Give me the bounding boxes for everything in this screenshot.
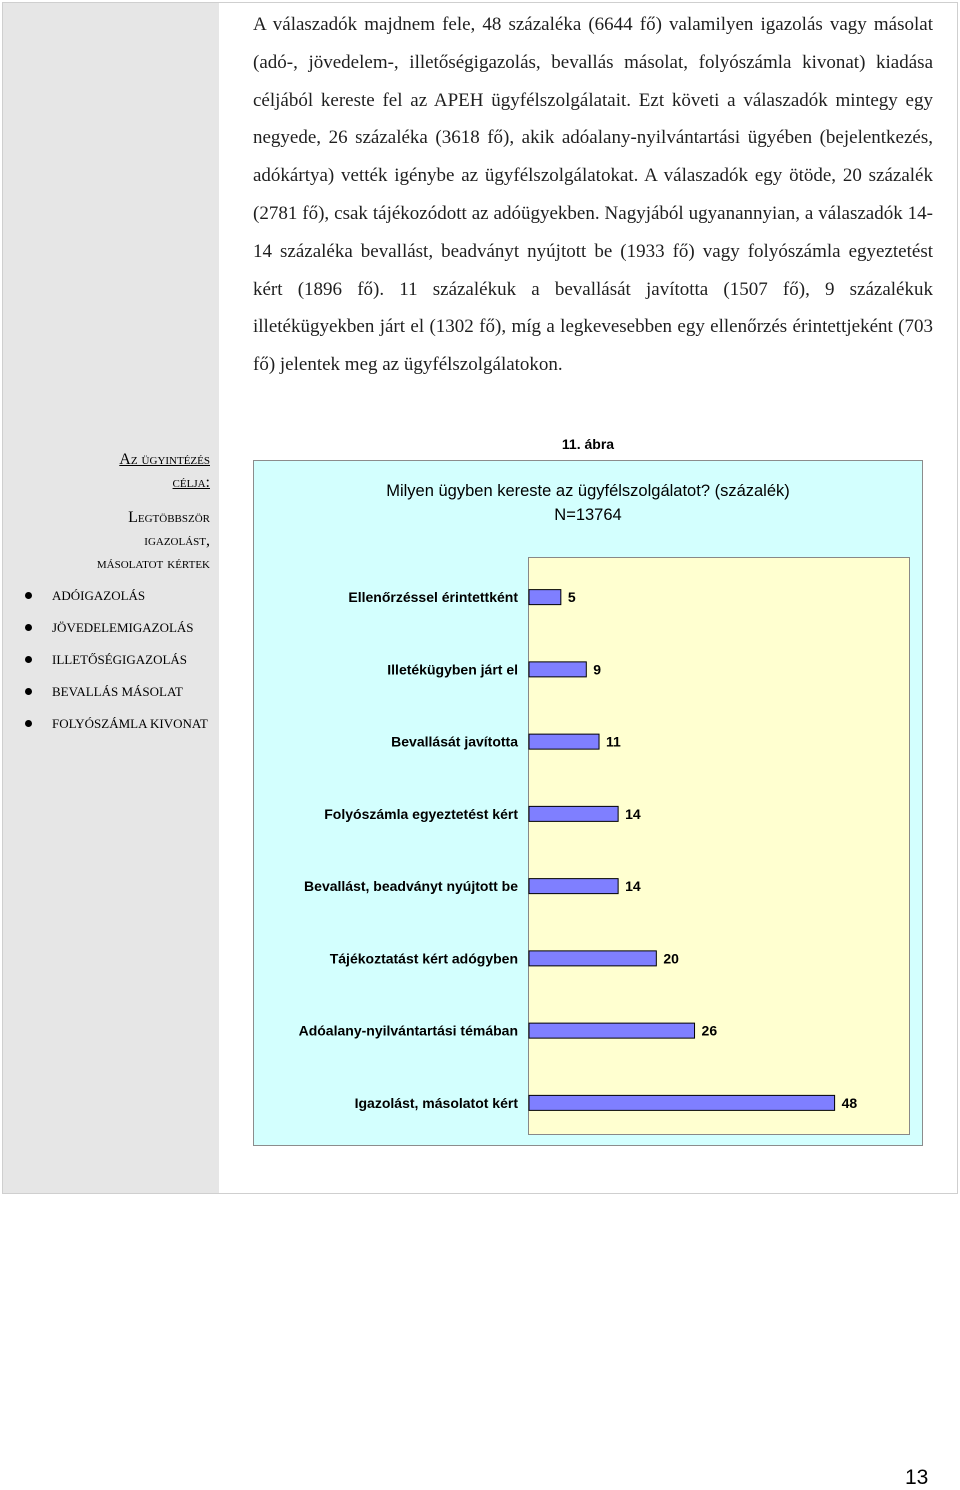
bullet-icon — [25, 624, 32, 631]
sidebar-sub-line3: másolatot kértek — [96, 555, 210, 572]
category-label: Tájékoztatást kért adógyben — [329, 950, 518, 967]
bullet-icon — [25, 720, 32, 727]
category-label: Igazolást, másolatot kért — [354, 1094, 518, 1111]
sidebar-heading-line1: Az ügyintézés — [119, 451, 210, 468]
list-item — [22, 682, 212, 701]
page-number: 13 — [905, 1466, 929, 1489]
list-item — [22, 618, 212, 637]
list-item — [22, 650, 212, 669]
value-label: 26 — [701, 1022, 718, 1039]
list-item — [22, 714, 212, 733]
chart-subtitle: N=13764 — [554, 506, 622, 524]
chart-title: Milyen ügyben kereste az ügyfélszolgálatot? (százalék) — [386, 482, 790, 500]
category-label: Ellenőrzéssel érintettként — [348, 589, 518, 606]
bar — [529, 1095, 835, 1110]
category-label: Illetékügyben járt el — [387, 661, 518, 678]
sidebar-sub-line1: Legtöbbször — [128, 509, 210, 526]
list-item-label: JÖVEDELEMIGAZOLÁS — [52, 620, 194, 635]
chart — [253, 460, 923, 1146]
bar — [529, 734, 599, 749]
bar — [529, 590, 561, 605]
sidebar-subheading — [10, 506, 210, 575]
sidebar-heading-line2: célja: — [172, 474, 210, 491]
chart-svg — [254, 461, 924, 1147]
sidebar-sub-line2: igazolást, — [144, 532, 210, 549]
value-label: 9 — [593, 661, 602, 678]
value-label: 11 — [606, 733, 621, 750]
category-label: Bevallást, beadványt nyújtott be — [304, 878, 518, 895]
body-paragraph: A válaszadók majdnem fele, 48 százaléka (6644 fő) valamilyen igazolás vagy másolat (adó-, jövedelem-, illetőségigazolás, bevallás másolat, folyószámla kivonat) kiadása céljából kereste fel az APEH ügyfélszolgálatait. Ezt követi a válaszadók mintegy egy negyede, 26 százaléka (3618 fő), akik adóalany-nyilvántartási ügyében (bejelentkezés, adókártya) vették igénybe az ügyfélszolgálatokat. A válaszadók egy ötöde, 20 százalék (2781 fő), csak tájékozódott az adóügyekben. Nagyjából ugyanannyian, a válaszadók 14-14 százaléka bevallást, beadványt nyújtott be (1933 fő) vagy folyószámla egyeztetést kért (1896 fő). 11 százalékuk a bevallását javította (1507 fő), 9 százalékuk illetékügyekben járt el (1302 fő), míg a legkevesebben egy ellenőrzés érintettjeként (703 fő) jelentek meg az ügyfélszolgálatokon. — [253, 14, 933, 376]
list-item — [22, 586, 212, 605]
bar — [529, 951, 656, 966]
bullet-icon — [25, 688, 32, 695]
sidebar-list — [22, 586, 212, 746]
value-label: 48 — [841, 1094, 858, 1111]
bar — [529, 879, 618, 894]
value-label: 14 — [625, 805, 641, 822]
list-item-label: FOLYÓSZÁMLA KIVONAT — [52, 716, 208, 731]
list-item-label: ADÓIGAZOLÁS — [52, 588, 146, 603]
category-label: Adóalany-nyilvántartási témában — [298, 1022, 518, 1039]
category-label: Bevallását javította — [391, 733, 518, 750]
figure-label: 11. ábra — [561, 436, 615, 452]
bar — [529, 1023, 695, 1038]
value-label: 20 — [663, 950, 679, 967]
category-label: Folyószámla egyeztetést kért — [324, 805, 518, 822]
bullet-icon — [25, 656, 32, 663]
list-item-label: BEVALLÁS MÁSOLAT — [52, 684, 183, 699]
sidebar-heading — [10, 448, 210, 494]
value-label: 5 — [567, 589, 576, 606]
list-item-label: ILLETŐSÉGIGAZOLÁS — [52, 652, 188, 667]
bar — [529, 806, 618, 821]
bullet-icon — [25, 592, 32, 599]
value-label: 14 — [625, 878, 641, 895]
bar — [529, 662, 586, 677]
